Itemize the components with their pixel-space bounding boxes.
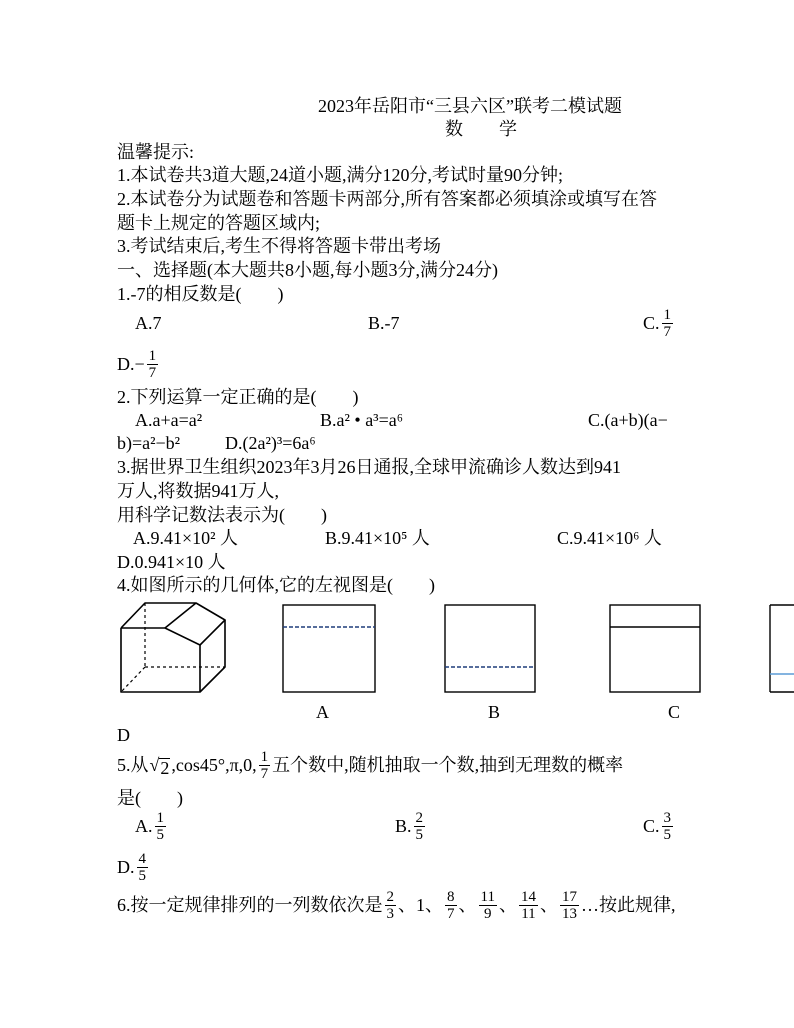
- denominator: 9: [483, 905, 492, 922]
- denominator: 7: [260, 765, 269, 782]
- question-2-option-c-part2: b)=a²−b²: [117, 433, 181, 453]
- question-2-option-d: D.(2a²)³=6a⁶: [225, 433, 316, 453]
- separator: 、: [539, 895, 558, 915]
- question-3-option-d: D.0.941×10 人: [117, 552, 226, 572]
- denominator: 13: [561, 905, 577, 922]
- question-5-option-d: [117, 847, 150, 887]
- question-5-option-a: [135, 806, 168, 846]
- question-2-option-b: B.a² • a³=a⁶: [320, 410, 403, 430]
- fraction: [445, 889, 457, 922]
- denominator: 5: [156, 826, 164, 843]
- question-1-option-b: B.-7: [368, 313, 400, 333]
- separator: 、1、: [398, 895, 443, 915]
- square-root: [150, 753, 171, 777]
- fraction: [155, 810, 167, 843]
- numerator: 1: [148, 347, 157, 364]
- question-3-stem: 3.据世界卫生组织2023年3月26日通报,全球甲流确诊人数达到941: [117, 457, 621, 477]
- view-outline: [770, 605, 794, 692]
- question-1-stem: 1.-7的相反数是( ): [117, 284, 284, 304]
- numerator: 2: [415, 809, 424, 826]
- radicand: 2: [160, 758, 170, 778]
- notice-heading: 温馨提示:: [117, 142, 195, 162]
- numerator: 11: [480, 888, 495, 905]
- notice-line: 2.本试卷分为试题卷和答题卡两部分,所有答案都必须填涂或填写在答: [117, 189, 657, 209]
- numerator: 1: [156, 809, 164, 826]
- numerator: 2: [386, 888, 394, 905]
- fraction: [137, 851, 149, 884]
- denominator: 5: [663, 826, 672, 843]
- figure-label-d: D: [117, 725, 130, 745]
- question-5-option-b: [395, 806, 427, 846]
- question-2-option-a: A.a+a=a²: [135, 410, 203, 430]
- option-label: D.: [117, 857, 135, 877]
- option-label: A.: [135, 816, 153, 836]
- stem-text: …按此规律,: [580, 895, 676, 915]
- stem-text: 5.从: [117, 755, 149, 775]
- separator: 、: [458, 895, 477, 915]
- question-2-option-c-part1: C.(a+b)(a−: [588, 410, 668, 430]
- denominator: 5: [138, 867, 146, 884]
- stem-text: 五个数中,随机抽取一个数,抽到无理数的概率: [272, 755, 624, 775]
- question-3-option-a: A.9.41×10² 人: [133, 528, 239, 548]
- denominator: 7: [148, 364, 157, 381]
- visible-edges: [121, 603, 225, 692]
- notice-line: 1.本试卷共3道大题,24道小题,满分120分,考试时量90分钟;: [117, 165, 563, 185]
- stem-text: ,cos45°,π,0,: [171, 755, 257, 775]
- denominator: 3: [386, 905, 394, 922]
- radical-sign: √: [149, 755, 160, 775]
- fraction: [662, 810, 674, 843]
- question-4-stem: 4.如图所示的几何体,它的左视图是( ): [117, 575, 435, 595]
- denominator: 7: [447, 905, 455, 922]
- denominator: 7: [663, 323, 672, 340]
- view-outline: [445, 605, 535, 692]
- exam-title: 2023年岳阳市“三县六区”联考二模试题: [318, 96, 622, 116]
- hidden-edges: [121, 603, 225, 692]
- question-5-option-c: [643, 806, 675, 846]
- figure-label-a: A: [316, 702, 329, 722]
- question-2-stem: 2.下列运算一定正确的是( ): [117, 387, 359, 407]
- option-label: B.: [395, 816, 412, 836]
- question-5-stem: [117, 745, 623, 785]
- option-c-view: [609, 604, 702, 694]
- numerator: 8: [447, 888, 455, 905]
- fraction: [519, 889, 538, 922]
- question-1-option-d: [117, 344, 160, 384]
- fraction: [560, 889, 579, 922]
- question-1-option-c: [643, 303, 675, 343]
- fraction: [662, 307, 674, 340]
- figure-label-c: C: [668, 702, 681, 722]
- figure-label-b: B: [488, 702, 501, 722]
- section-title: 一、选择题(本大题共8小题,每小题3分,满分24分): [117, 260, 498, 280]
- separator: 、: [498, 895, 517, 915]
- numerator: 1: [663, 306, 672, 323]
- option-d-view: [769, 604, 794, 694]
- notice-line: 题卡上规定的答题区域内;: [117, 213, 320, 233]
- numerator: 14: [520, 888, 536, 905]
- fraction: [385, 889, 397, 922]
- question-1-option-a: A.7: [135, 313, 162, 333]
- option-b-view: [444, 604, 537, 694]
- question-3-option-c: C.9.41×10⁶ 人: [557, 528, 662, 548]
- option-label: C.: [643, 816, 660, 836]
- notice-line: 3.考试结束后,考生不得将答题卡带出考场: [117, 236, 441, 256]
- subject-title: 数 学: [445, 119, 517, 139]
- fraction: [414, 810, 426, 843]
- question-5-stem-line2: 是( ): [117, 788, 183, 808]
- question-6-stem: [117, 885, 675, 925]
- view-outline: [283, 605, 375, 692]
- denominator: 11: [521, 905, 536, 922]
- fraction: [147, 348, 159, 381]
- option-a-view: [282, 604, 377, 694]
- solid-figure-3d: [115, 598, 230, 698]
- question-3-option-b: B.9.41×10⁵ 人: [325, 528, 430, 548]
- numerator: 1: [260, 748, 269, 765]
- stem-text: 6.按一定规律排列的一列数依次是: [117, 895, 383, 915]
- option-label: C.: [643, 313, 660, 333]
- numerator: 17: [561, 888, 577, 905]
- option-label: D.−: [117, 354, 145, 374]
- question-3-stem: 万人,将数据941万人,: [117, 481, 279, 501]
- view-outline: [610, 605, 700, 692]
- denominator: 5: [415, 826, 424, 843]
- fraction: [259, 749, 271, 782]
- numerator: 4: [138, 850, 146, 867]
- fraction: [479, 889, 497, 922]
- numerator: 3: [663, 809, 672, 826]
- question-3-stem: 用科学记数法表示为( ): [117, 505, 327, 525]
